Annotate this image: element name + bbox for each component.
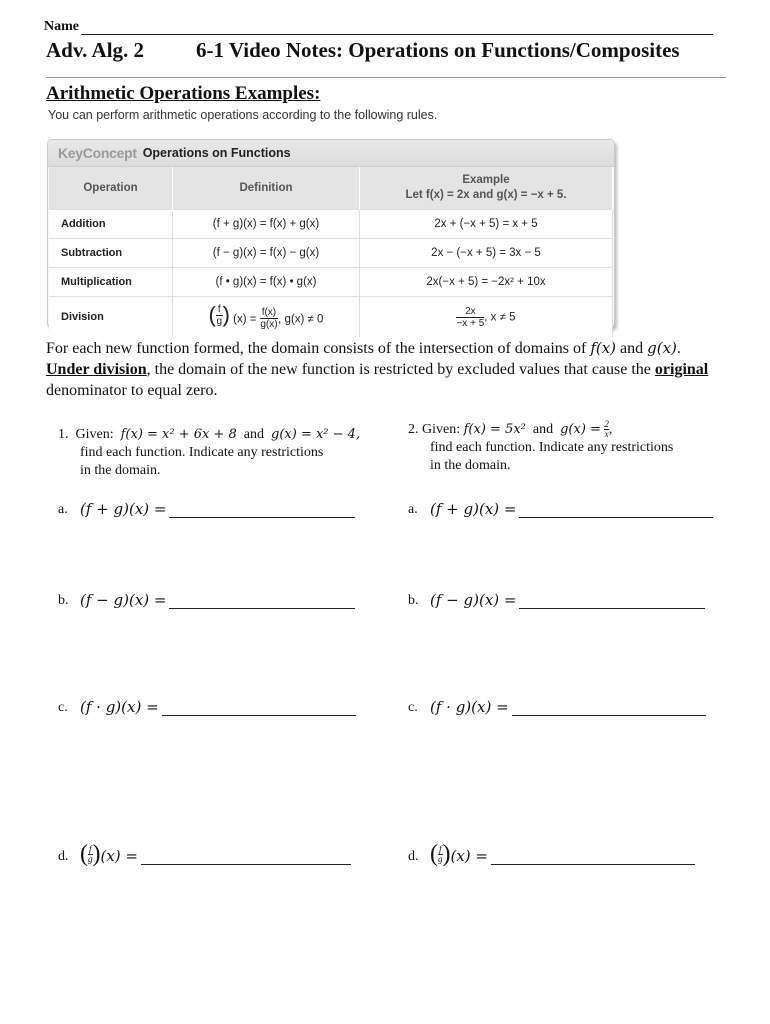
answer-blank[interactable] [141,850,351,865]
op-example: 2x + (−x + 5) = x + 5 [360,210,613,239]
table-row [49,210,613,239]
answer-2d [408,843,695,865]
g-tail: , [608,421,613,437]
section-subtext: You can perform arithmetic operations according to the following rules. [48,108,438,122]
def-tail: , g(x) ≠ 0 [278,313,324,326]
table-row [49,297,613,338]
op-name: Addition [49,210,173,239]
answer-blank[interactable] [169,594,355,609]
part-label: a. [408,502,418,517]
answer-blank[interactable] [162,701,356,716]
answer-blank[interactable] [519,503,713,518]
key-concept-title: Operations on Functions [142,146,291,160]
part-label: a. [58,502,68,517]
part-label: b. [58,593,69,608]
para-fx: f(x) [590,339,617,357]
answer-2b [408,591,705,609]
name-field-line[interactable] [81,22,713,35]
answer-expression: (f − g)(x) = [430,591,517,609]
answer-expression: (f + g)(x) = [80,500,167,518]
op-name: Division [49,297,173,338]
answer-expression: (f + g)(x) = [430,500,517,518]
key-concept-header [48,140,614,167]
problem-number: 1. [58,427,69,442]
answer-1c [58,698,356,716]
answer-expression: (f · g)(x) = [430,698,509,716]
table-header-row [49,167,613,210]
answer-blank[interactable] [512,701,706,716]
name-label: Name [44,19,79,34]
op-name: Multiplication [49,268,173,297]
answer-2a [408,500,713,518]
col-example-label: Example [462,174,510,186]
frac-f: f [88,843,92,854]
answer-expression: (f − g)(x) = [80,591,167,609]
def-den: g(x) [260,319,278,331]
op-definition: (f • g)(x) = f(x) • g(x) [173,268,360,297]
page-title [46,38,726,63]
problem-number: 2. [408,421,419,437]
given-label: Given: [422,421,461,437]
def-num: f(x) [261,307,277,319]
table-row [49,239,613,268]
problem-g: g(x) = x² − 4, [271,427,361,442]
op-example: 2x(−x + 5) = −2x² + 10x [360,268,613,297]
col-example-sub: Let f(x) = 2x and g(x) = −x + 5. [405,189,567,201]
answer-expression: (x) = [450,847,488,865]
para-text-1: For each new function formed, the domain consists of the intersection of domains of [46,340,591,357]
ex-num: 2x [456,306,484,318]
part-label: d. [58,849,69,864]
worksheet-title: 6-1 Video Notes: Operations on Functions/Composites [196,38,680,62]
part-label: c. [58,700,68,715]
answer-blank[interactable] [519,594,705,609]
table-row [49,268,613,297]
frac-f: f [217,303,221,315]
frac-f: f [438,843,442,854]
para-and: and [616,340,644,357]
f-over-g: ( f g ) [80,841,101,867]
op-definition [173,297,360,338]
ex-den: −x + 5 [456,317,485,329]
op-example [360,297,613,338]
domain-paragraph [46,338,726,401]
name-row [44,19,713,35]
answer-expression: (x) = [100,847,138,865]
course-label: Adv. Alg. 2 [46,38,145,62]
answer-2c [408,698,706,716]
op-name: Subtraction [49,239,173,268]
ex-fraction [456,306,484,329]
g-num: 2 [604,419,609,429]
instructions-2: in the domain. [80,463,161,478]
g-den: x [604,429,609,439]
answer-expression: (f · g)(x) = [80,698,159,716]
answer-1b [58,591,355,609]
problem-f: f(x) = x² + 6x + 8 [120,427,237,442]
operations-table [49,167,613,337]
given-label: Given: [75,427,114,442]
para-text-4: denominator to equal zero. [46,382,218,399]
col-operation: Operation [49,167,173,210]
def-mid: (x) = [233,313,257,326]
frac-g: g [438,853,443,864]
answer-blank[interactable] [169,503,355,518]
key-concept-box [47,139,615,331]
and-label: and [243,427,265,442]
para-text-2: . [676,340,681,357]
problem-g: g(x) = [560,421,601,437]
answer-1d [58,843,351,865]
answer-1a [58,500,355,518]
op-definition: (f + g)(x) = f(x) + g(x) [173,210,360,239]
instructions-1: find each function. Indicate any restrictions [80,445,324,460]
frac-g: g [216,315,223,327]
col-definition: Definition [173,167,360,210]
and-label: and [532,421,554,437]
op-example: 2x − (−x + 5) = 3x − 5 [360,239,613,268]
para-gx: g(x) [647,339,677,357]
col-example [360,167,613,210]
para-under-division: Under division [46,361,147,378]
f-over-g: ( f g ) [430,841,451,867]
op-definition: (f − g)(x) = f(x) − g(x) [173,239,360,268]
frac-g: g [88,853,93,864]
problem-1 [58,426,408,480]
problem-2 [408,420,728,475]
part-label: b. [408,593,419,608]
def-fraction [260,307,278,330]
problem-f: f(x) = 5x² [463,421,526,437]
part-label: d. [408,849,419,864]
instructions-1: find each function. Indicate any restrictions [430,440,674,455]
para-text-3: , the domain of the new function is restricted by excluded values that cause the [146,361,655,378]
key-concept-label: KeyConcept [58,145,137,161]
part-label: c. [408,700,418,715]
instructions-2: in the domain. [430,458,511,473]
para-original: original [654,361,709,378]
f-over-g: ( $\frac{f}{g}$ ) [208,302,230,328]
title-divider [46,77,726,78]
ex-tail: , x ≠ 5 [484,311,516,324]
section-heading: Arithmetic Operations Examples: [46,83,321,104]
answer-blank[interactable] [491,850,695,865]
